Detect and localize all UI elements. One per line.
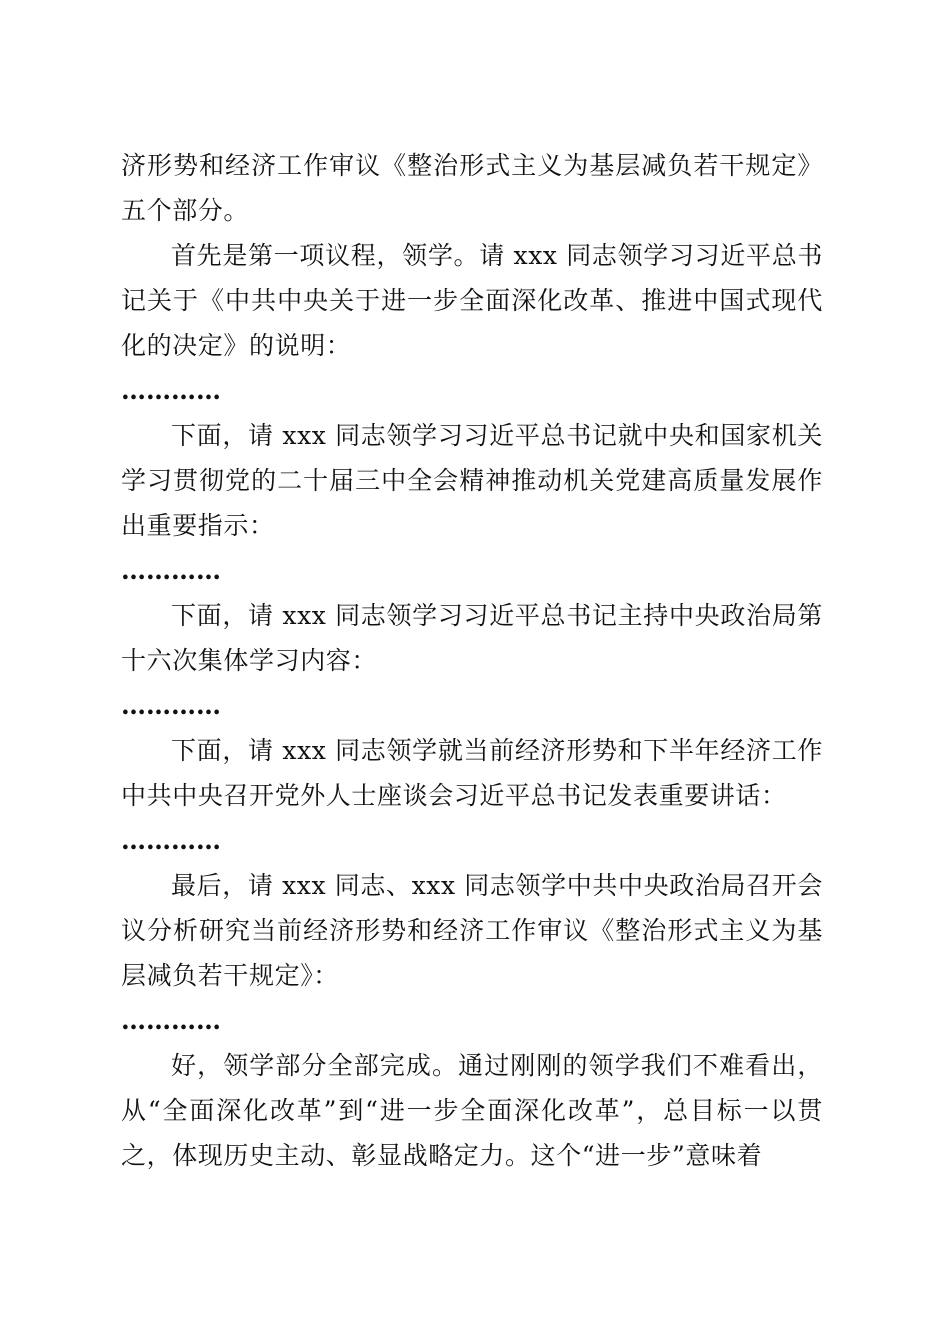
ellipsis-marker: ………… xyxy=(121,826,221,855)
ellipsis-marker: ………… xyxy=(121,556,221,585)
ellipsis-marker: ………… xyxy=(121,1006,221,1035)
ellipsis-marker: ………… xyxy=(121,376,221,405)
paragraph-agenda-second: 下面，请 xxx 同志领学习习近平总书记就中央和国家机关学习贯彻党的二十届三中全会精神推动机关党建高质量发展作出重要指示： xyxy=(121,421,823,540)
paragraph-continuation: 济形势和经济工作审议《整治形式主义为基层减负若干规定》五个部分。 xyxy=(121,151,823,225)
paragraph-summary: 好，领学部分全部完成。通过刚刚的领学我们不难看出，从“全面深化改革”到“进一步全面深化改革”，总目标一以贯之，体现历史主动、彰显战略定力。这个“进一步”意味着 xyxy=(121,1051,823,1170)
document-body xyxy=(121,143,823,1178)
paragraph-agenda-fourth: 下面，请 xxx 同志领学就当前经济形势和下半年经济工作中共中央召开党外人士座谈会习近平总书记发表重要讲话： xyxy=(121,736,823,810)
paragraph-agenda-first: 首先是第一项议程，领学。请 xxx 同志领学习习近平总书记关于《中共中央关于进一步全面深化改革、推进中国式现代化的决定》的说明： xyxy=(121,241,823,360)
paragraph-agenda-last: 最后，请 xxx 同志、xxx 同志领学中共中央政治局召开会议分析研究当前经济形势和经济工作审议《整治形式主义为基层减负若干规定》： xyxy=(121,871,823,990)
paragraph-agenda-third: 下面，请 xxx 同志领学习习近平总书记主持中央政治局第十六次集体学习内容： xyxy=(121,601,823,675)
ellipsis-marker: ………… xyxy=(121,691,221,720)
